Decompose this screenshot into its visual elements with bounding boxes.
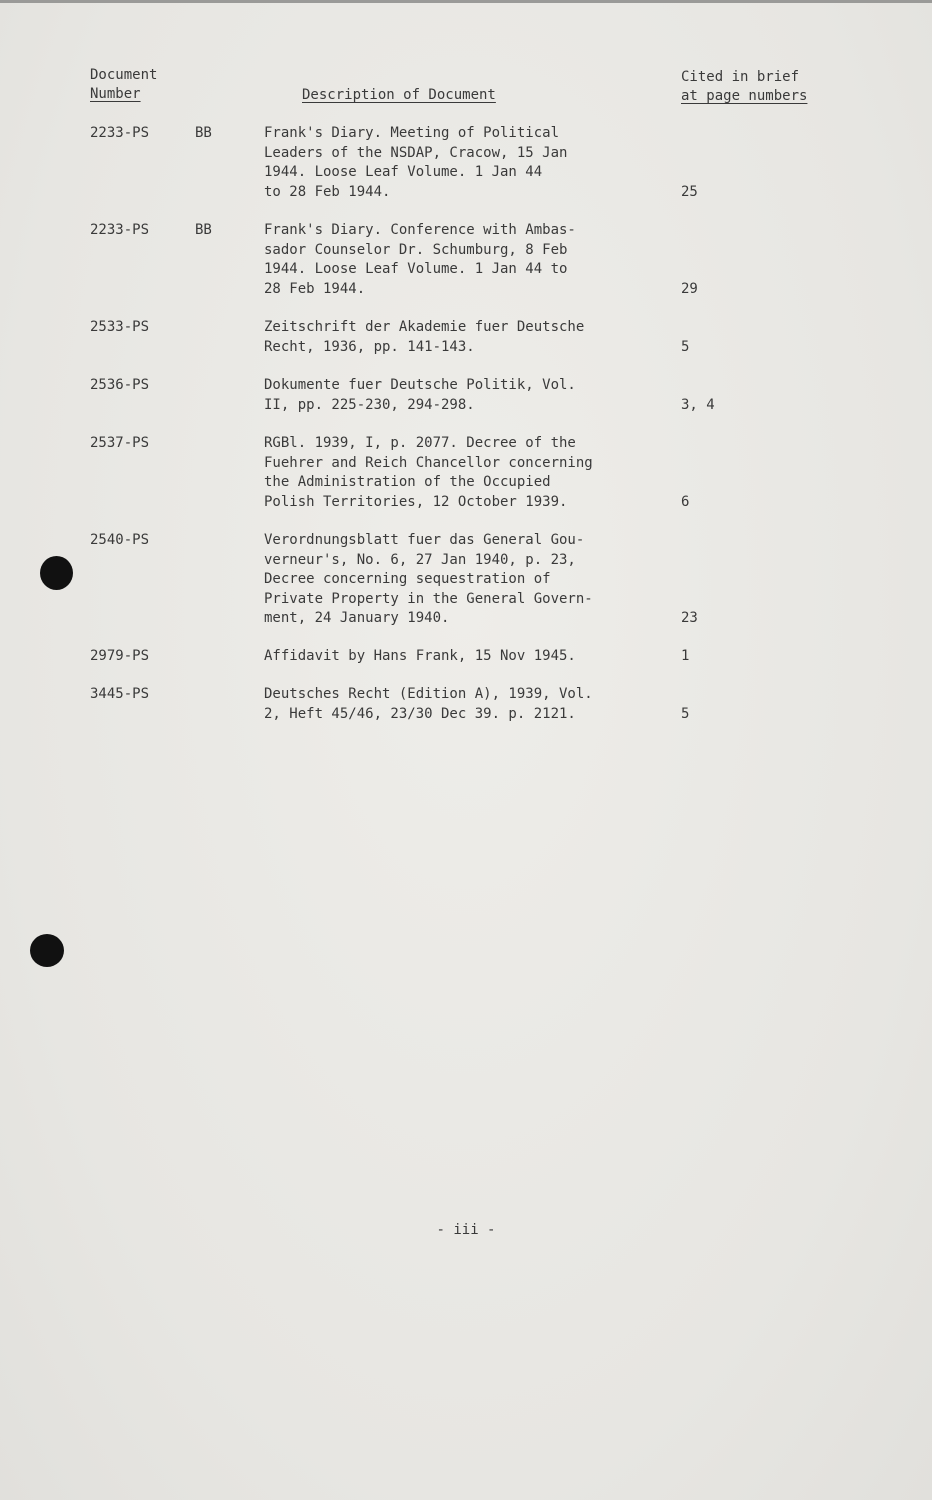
document-number: 2979-PS — [90, 648, 150, 664]
description-line: Verordnungsblatt fuer das General Gou- — [264, 532, 585, 548]
cited-page-numbers: 5 — [681, 338, 690, 355]
description-line: Fuehrer and Reich Chancellor concerning — [264, 454, 593, 471]
document-description — [264, 124, 567, 202]
description-line: the Administration of the Occupied — [264, 474, 551, 490]
document-description — [264, 531, 593, 629]
description-line: Recht, 1936, pp. 141-143. — [264, 338, 475, 355]
document-description — [264, 647, 576, 667]
description-line: to 28 Feb 1944. — [264, 183, 391, 200]
description-line: 1944. Loose Leaf Volume. 1 Jan 44 — [264, 164, 543, 180]
description-line: Decree concerning sequestration of — [264, 571, 551, 587]
cited-page-numbers: 29 — [681, 280, 698, 297]
description-line: 2, Heft 45/46, 23/30 Dec 39. p. 2121. — [264, 705, 576, 722]
document-description — [264, 685, 593, 724]
cited-page-numbers: 3, 4 — [681, 396, 715, 413]
description-line: Frank's Diary. Meeting of Political — [264, 125, 560, 141]
document-description — [264, 376, 576, 415]
punch-hole-mark — [40, 556, 73, 590]
top-edge-line — [0, 0, 932, 3]
header-document-number — [90, 66, 157, 104]
description-line: Dokumente fuer Deutsche Politik, Vol. — [264, 377, 576, 393]
description-line: 28 Feb 1944. — [264, 280, 366, 297]
document-description — [264, 434, 593, 512]
description-line: RGBl. 1939, I, p. 2077. Decree of the — [264, 435, 576, 451]
description-line: Polish Territories, 12 October 1939. — [264, 493, 568, 510]
cited-page-numbers: 25 — [681, 183, 698, 200]
header-description: Description of Document — [302, 87, 496, 103]
punch-hole-mark — [30, 934, 64, 967]
cited-page-numbers: 1 — [681, 648, 690, 664]
document-number: 2233-PS — [90, 222, 150, 238]
description-line: Deutsches Recht (Edition A), 1939, Vol. — [264, 686, 593, 702]
document-description — [264, 318, 584, 357]
document-mark: BB — [195, 222, 212, 238]
description-line: Leaders of the NSDAP, Cracow, 15 Jan — [264, 144, 568, 161]
description-line: Frank's Diary. Conference with Ambas- — [264, 222, 576, 238]
description-line: verneur's, No. 6, 27 Jan 1940, p. 23, — [264, 551, 576, 568]
description-line: Affidavit by Hans Frank, 15 Nov 1945. — [264, 648, 576, 664]
header-document-number-line1: Document — [90, 67, 158, 83]
description-line: II, pp. 225-230, 294-298. — [264, 396, 475, 413]
description-line: sador Counselor Dr. Schumburg, 8 Feb — [264, 241, 568, 258]
cited-page-numbers: 23 — [681, 610, 698, 626]
document-number: 2537-PS — [90, 435, 150, 451]
document-number: 3445-PS — [90, 686, 150, 702]
description-line: 1944. Loose Leaf Volume. 1 Jan 44 to — [264, 261, 568, 277]
header-cited-line2: at page numbers — [681, 88, 808, 104]
header-document-number-line2: Number — [90, 86, 141, 102]
description-line: Zeitschrift der Akademie fuer Deutsche — [264, 319, 585, 335]
cited-page-numbers: 6 — [681, 493, 690, 510]
document-number: 2536-PS — [90, 377, 150, 393]
description-line: ment, 24 January 1940. — [264, 610, 450, 626]
header-cited-pages — [681, 68, 807, 106]
document-description — [264, 221, 576, 299]
page-number: - iii - — [436, 1222, 496, 1238]
description-line: Private Property in the General Govern- — [264, 590, 593, 607]
cited-page-numbers: 5 — [681, 705, 690, 722]
document-number: 2233-PS — [90, 125, 150, 141]
document-number: 2533-PS — [90, 319, 150, 335]
header-cited-line1: Cited in brief — [681, 69, 800, 85]
document-number: 2540-PS — [90, 532, 150, 548]
document-mark: BB — [195, 125, 212, 141]
